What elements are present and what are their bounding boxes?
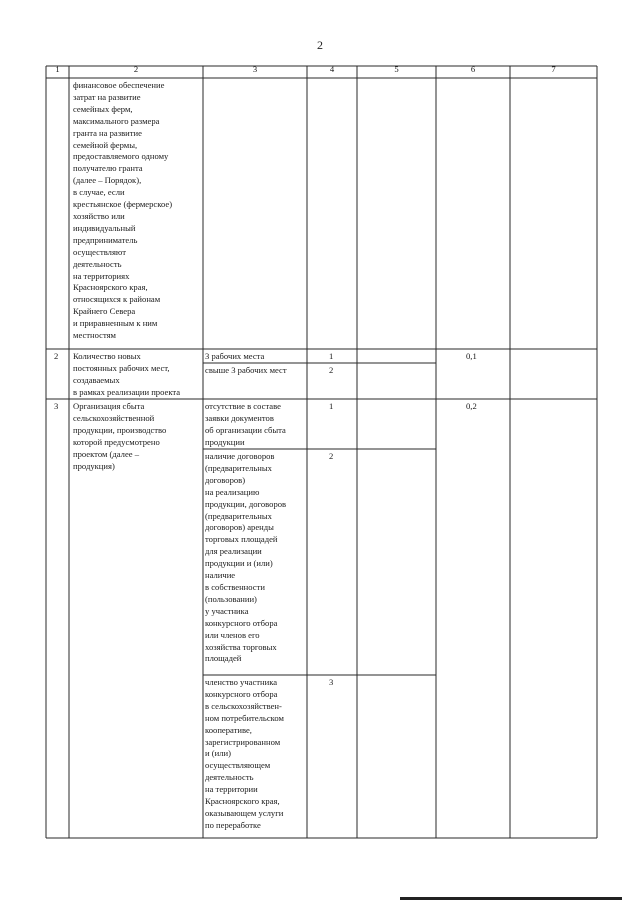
text-line: Красноярского края, (73, 282, 148, 293)
text-line: в собственности (205, 581, 265, 592)
row3-option-1-score: 1 (329, 401, 334, 411)
text-line: в рамках реализации проекта (73, 386, 181, 397)
text-line: и (или) (205, 748, 231, 759)
text-line: (предварительных (205, 462, 272, 473)
text-line: Организация сбыта (73, 401, 145, 411)
text-line: или членов его (205, 629, 260, 640)
text-line: договоров) (205, 474, 246, 485)
row3-criterion-text (73, 401, 166, 472)
text-line: предоставляемого одному (73, 151, 169, 162)
row3-option-2 (205, 451, 286, 665)
bottom-rule (400, 897, 622, 900)
row3-weight: 0,2 (466, 401, 477, 411)
text-line: относящихся к районам (73, 294, 161, 305)
text-line: семейной фермы, (73, 139, 138, 150)
text-line: по переработке (205, 819, 261, 830)
text-line: затрат на развитие (73, 91, 141, 102)
row3-number: 3 (54, 401, 59, 411)
text-line: получателю гранта (73, 163, 143, 174)
header-col-2: 2 (133, 64, 139, 74)
text-line: гранта на развитие (73, 127, 142, 138)
text-line: деятельность (205, 772, 254, 783)
header-col-4: 4 (329, 64, 335, 74)
text-line: продукции, договоров (205, 498, 287, 509)
text-line: отсутствие в составе (205, 401, 281, 411)
text-line: в сельскохозяйствен- (205, 700, 282, 711)
row3-option-2-score: 2 (329, 451, 334, 461)
text-line: наличие договоров (205, 451, 275, 461)
text-line: площадей (205, 653, 242, 664)
header-col-6: 6 (470, 64, 476, 74)
row3-option-3 (205, 677, 284, 832)
text-line: местностям (73, 330, 116, 341)
text-line: продукции (205, 436, 245, 447)
text-line: постоянных рабочих мест, (73, 362, 170, 373)
text-line: Количество новых (73, 351, 141, 361)
row2-criterion-text (73, 351, 180, 399)
row2-option-1-score: 1 (329, 351, 334, 361)
text-line: заявки документов (205, 412, 274, 423)
text-line: продукции и (или) (205, 558, 273, 569)
text-line: максимального размера (73, 115, 160, 126)
text-line: осуществляющем (205, 760, 271, 771)
text-line: кооперативе, (205, 724, 252, 735)
text-line: договоров) аренды (205, 522, 274, 533)
row2-weight: 0,1 (466, 351, 477, 361)
text-line: финансовое обеспечение (73, 80, 165, 90)
text-line: об организации сбыта (205, 424, 286, 435)
text-line: индивидуальный (73, 222, 136, 233)
row3-option-3-score: 3 (329, 677, 334, 687)
text-line: ном потребительском (205, 712, 284, 723)
text-line: свыше 3 рабочих мест (205, 365, 287, 375)
row3-option-1 (205, 401, 286, 449)
header-col-3: 3 (252, 64, 258, 74)
text-line: (пользовании) (205, 593, 257, 604)
text-line: на территориях (73, 270, 130, 281)
text-line: для реализации (205, 546, 262, 557)
page-number: 2 (317, 38, 323, 52)
row2-number: 2 (54, 351, 59, 361)
text-line: на реализацию (205, 486, 260, 497)
text-line: наличие (205, 570, 236, 581)
text-line: хозяйства торговых (205, 641, 277, 652)
text-line: Красноярского края, (205, 796, 280, 807)
row2-option-1 (205, 351, 264, 363)
text-line: хозяйство или (73, 210, 125, 221)
text-line: проектом (далее – (73, 448, 140, 459)
row2-option-2-score: 2 (329, 365, 334, 375)
text-line: торговых площадей (205, 534, 278, 545)
text-line: в случае, если (73, 187, 125, 198)
text-line: (далее – Порядок), (73, 175, 142, 186)
row1-criterion-text (73, 80, 172, 342)
text-line: продукция) (73, 460, 115, 471)
row2-option-2 (205, 365, 287, 377)
text-line: семейных ферм, (73, 103, 133, 114)
header-col-5: 5 (394, 64, 399, 74)
text-line: на территории (205, 784, 258, 795)
text-line: конкурсного отбора (205, 688, 278, 699)
text-line: которой предусмотрено (73, 436, 160, 447)
text-line: у участника (205, 605, 249, 616)
header-col-7: 7 (551, 64, 556, 74)
text-line: сельскохозяйственной (73, 412, 155, 423)
text-line: предприниматель (73, 234, 138, 245)
text-line: осуществляют (73, 246, 126, 257)
text-line: и приравненным к ним (73, 318, 158, 329)
text-line: оказывающем услуги (205, 807, 284, 818)
text-line: (предварительных (205, 510, 272, 521)
text-line: Крайнего Севера (73, 306, 136, 317)
text-line: зарегистрированном (205, 736, 281, 747)
text-line: 3 рабочих места (205, 351, 265, 361)
text-line: членство участника (205, 677, 278, 687)
text-line: продукции, производство (73, 424, 167, 435)
text-line: деятельность (73, 258, 122, 269)
text-line: создаваемых (73, 374, 120, 385)
text-line: конкурсного отбора (205, 617, 278, 628)
header-col-1: 1 (55, 64, 60, 74)
text-line: крестьянское (фермерское) (73, 199, 173, 210)
